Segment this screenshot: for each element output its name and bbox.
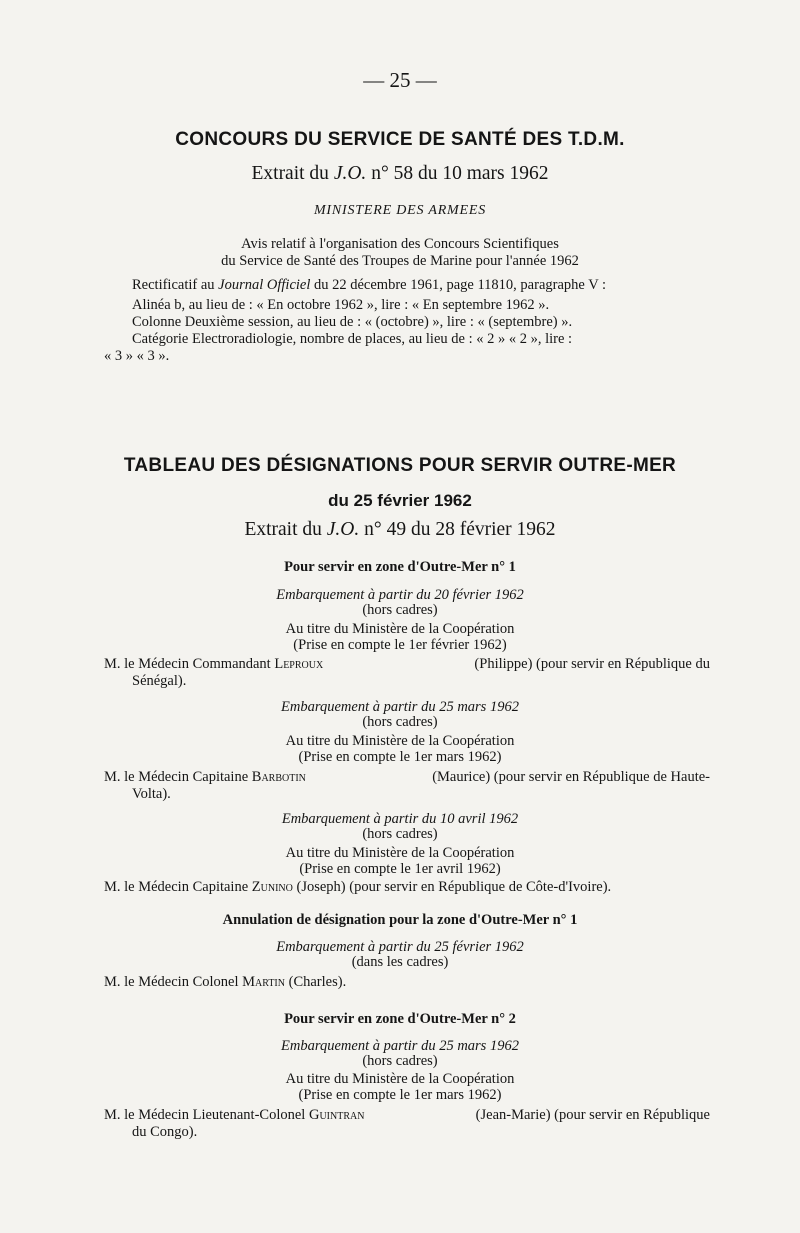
- annulation-title: Annulation de désignation pour la zone d'Outre-Mer n° 1: [222, 912, 578, 928]
- titre-3: Au titre du Ministère de la Coopération: [285, 845, 515, 861]
- zone1-title: Pour servir en zone d'Outre-Mer n° 1: [284, 559, 516, 575]
- cadres-2: (hors cadres): [362, 714, 438, 730]
- embarquement-4: Embarquement à partir du 25 février 1962: [276, 939, 524, 955]
- rectificatif-line: Rectificatif au Journal Officiel du 22 décembre 1961, page 11810, paragraphe V :: [132, 277, 607, 293]
- medecin-entry-2: M. le Médecin Capitaine Barbotin (Maurice) (pour servir en République de Haute-: [104, 769, 710, 785]
- titre-2: Au titre du Ministère de la Coopération: [285, 733, 515, 749]
- embarquement-3: Embarquement à partir du 10 avril 1962: [281, 811, 519, 827]
- section-heading-concours: CONCOURS DU SERVICE DE SANTÉ DES T.D.M.: [175, 129, 625, 150]
- prise-1: (Prise en compte le 1er février 1962): [293, 637, 507, 653]
- prise-5: (Prise en compte le 1er mars 1962): [298, 1087, 502, 1103]
- cadres-4: (dans les cadres): [351, 954, 449, 970]
- page-number: — 25 —: [363, 68, 437, 92]
- prise-3: (Prise en compte le 1er avril 1962): [299, 861, 501, 877]
- cadres-3: (hors cadres): [362, 826, 438, 842]
- medecin-entry-5-cont: du Congo).: [132, 1124, 198, 1140]
- categorie-line-1: Catégorie Electroradiologie, nombre de places, au lieu de : « 2 » « 2 », lire :: [132, 331, 573, 347]
- ministry-line: MINISTERE DES ARMEES: [313, 203, 487, 218]
- cadres-1: (hors cadres): [362, 602, 438, 618]
- categorie-line-2: « 3 » « 3 ».: [104, 348, 170, 364]
- embarquement-5: Embarquement à partir du 25 mars 1962: [281, 1038, 519, 1054]
- avis-line-2: du Service de Santé des Troupes de Marine pour l'année 1962: [221, 253, 579, 269]
- medecin-entry-4: M. le Médecin Colonel Martin (Charles).: [104, 974, 347, 990]
- medecin-entry-1-cont: Sénégal).: [132, 673, 187, 689]
- prise-2: (Prise en compte le 1er mars 1962): [298, 749, 502, 765]
- embarquement-2: Embarquement à partir du 25 mars 1962: [281, 699, 519, 715]
- medecin-entry-1: M. le Médecin Commandant Leproux (Philippe) (pour servir en République du: [104, 656, 710, 672]
- avis-line-1: Avis relatif à l'organisation des Concours Scientifiques: [241, 236, 559, 252]
- cadres-5: (hors cadres): [362, 1053, 438, 1069]
- titre-1: Au titre du Ministère de la Coopération: [285, 621, 515, 637]
- colonne-line: Colonne Deuxième session, au lieu de : « (octobre) », lire : « (septembre) ».: [132, 314, 573, 330]
- tableau-date: du 25 février 1962: [328, 491, 472, 510]
- zone2-title: Pour servir en zone d'Outre-Mer n° 2: [284, 1011, 516, 1027]
- medecin-entry-5: M. le Médecin Lieutenant-Colonel Guintran (Jean-Marie) (pour servir en République: [104, 1107, 710, 1123]
- alinea-line: Alinéa b, au lieu de : « En octobre 1962 », lire : « En septembre 1962 ».: [132, 297, 550, 313]
- medecin-entry-2-cont: Volta).: [132, 786, 171, 802]
- embarquement-1: Embarquement à partir du 20 février 1962: [276, 587, 524, 603]
- section-heading-tableau: TABLEAU DES DÉSIGNATIONS POUR SERVIR OUTRE-MER: [123, 455, 677, 476]
- medecin-entry-3: M. le Médecin Capitaine Zunino (Joseph) (pour servir en République de Côte-d'Ivoire).: [104, 879, 612, 895]
- extrait-line: Extrait du J.O. n° 58 du 10 mars 1962: [251, 163, 549, 184]
- titre-5: Au titre du Ministère de la Coopération: [285, 1071, 515, 1087]
- extrait-line-2: Extrait du J.O. n° 49 du 28 février 1962: [244, 519, 556, 540]
